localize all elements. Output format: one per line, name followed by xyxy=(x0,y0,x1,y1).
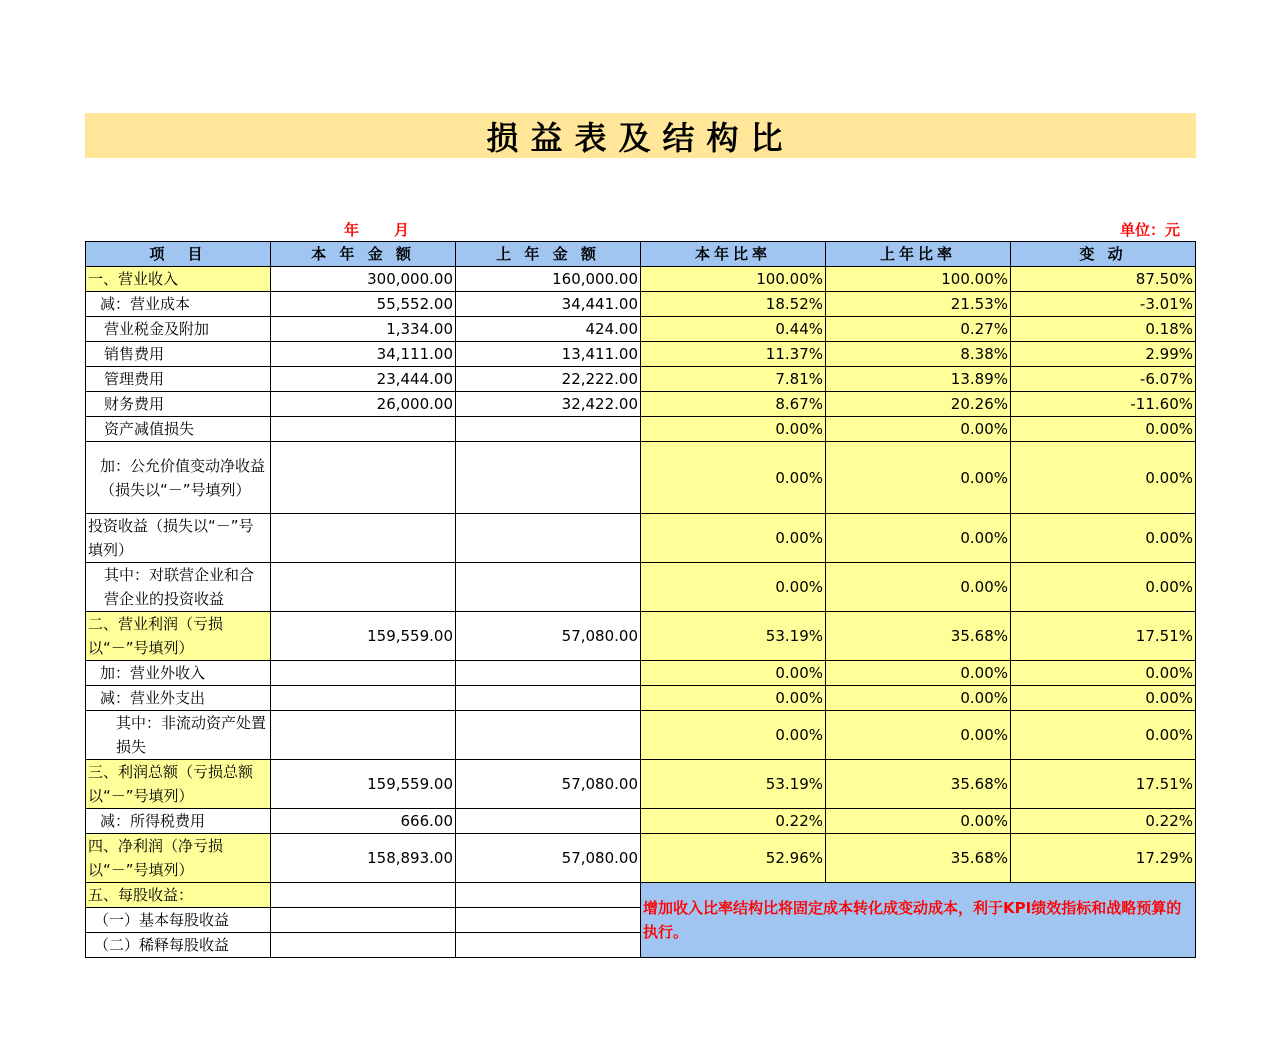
row-label[interactable]: 投资收益（损失以“－”号填列） xyxy=(86,514,271,563)
last-ratio-cell[interactable]: 0.00% xyxy=(826,661,1011,686)
current-ratio-cell[interactable]: 0.00% xyxy=(641,514,826,563)
current-amount-cell[interactable]: 159,559.00 xyxy=(271,760,456,809)
current-amount-cell[interactable]: 300,000.00 xyxy=(271,267,456,292)
current-amount-cell[interactable] xyxy=(271,686,456,711)
last-ratio-cell[interactable]: 0.00% xyxy=(826,563,1011,612)
change-cell[interactable]: 0.00% xyxy=(1011,711,1196,760)
table-row xyxy=(86,417,1196,442)
current-amount-cell[interactable] xyxy=(271,661,456,686)
current-ratio-cell[interactable]: 53.19% xyxy=(641,760,826,809)
table-row xyxy=(86,834,1196,883)
change-cell[interactable]: 0.00% xyxy=(1011,686,1196,711)
eps-diluted-current-cell[interactable] xyxy=(271,933,456,958)
change-cell[interactable]: -6.07% xyxy=(1011,367,1196,392)
table-row xyxy=(86,392,1196,417)
header-last-ratio: 上年比率 xyxy=(826,242,1011,267)
eps-title[interactable]: 五、每股收益： xyxy=(86,883,271,908)
current-amount-cell[interactable] xyxy=(271,514,456,563)
table-row xyxy=(86,563,1196,612)
last-amount-cell[interactable]: 424.00 xyxy=(456,317,641,342)
current-ratio-cell[interactable]: 52.96% xyxy=(641,834,826,883)
change-cell[interactable]: 17.29% xyxy=(1011,834,1196,883)
current-ratio-cell[interactable]: 0.00% xyxy=(641,442,826,514)
table-row xyxy=(86,686,1196,711)
last-ratio-cell[interactable]: 0.00% xyxy=(826,514,1011,563)
last-amount-cell[interactable]: 57,080.00 xyxy=(456,834,641,883)
current-ratio-cell[interactable]: 0.00% xyxy=(641,711,826,760)
period-label: 年 月 xyxy=(344,221,420,239)
current-ratio-cell[interactable]: 0.44% xyxy=(641,317,826,342)
last-amount-cell[interactable]: 57,080.00 xyxy=(456,760,641,809)
current-ratio-cell[interactable]: 11.37% xyxy=(641,342,826,367)
table-row xyxy=(86,514,1196,563)
table-row xyxy=(86,661,1196,686)
last-amount-cell[interactable]: 160,000.00 xyxy=(456,267,641,292)
last-amount-cell[interactable]: 34,441.00 xyxy=(456,292,641,317)
row-label[interactable]: 减：所得税费用 xyxy=(86,809,271,834)
row-label[interactable]: 减：营业外支出 xyxy=(86,686,271,711)
table-row xyxy=(86,267,1196,292)
current-amount-cell[interactable]: 159,559.00 xyxy=(271,612,456,661)
last-amount-cell[interactable] xyxy=(456,514,641,563)
unit-label: 单位：元 xyxy=(1120,221,1181,239)
last-ratio-cell[interactable]: 100.00% xyxy=(826,267,1011,292)
table-row xyxy=(86,809,1196,834)
row-label[interactable]: 二、营业利润（亏损以“－”号填列） xyxy=(86,612,271,661)
note-box: 增加收入比率结构比将固定成本转化成变动成本，利于KPI绩效指标和战略预算的执行。 xyxy=(641,883,1196,958)
current-ratio-cell[interactable]: 53.19% xyxy=(641,612,826,661)
current-ratio-cell[interactable]: 0.00% xyxy=(641,417,826,442)
last-ratio-cell[interactable]: 35.68% xyxy=(826,760,1011,809)
last-ratio-cell[interactable]: 0.00% xyxy=(826,711,1011,760)
row-label[interactable]: 减：营业成本 xyxy=(86,292,271,317)
eps-basic-current-cell[interactable] xyxy=(271,908,456,933)
change-cell[interactable]: -3.01% xyxy=(1011,292,1196,317)
last-amount-cell[interactable] xyxy=(456,442,641,514)
header-last-amount: 上 年 金 额 xyxy=(456,242,641,267)
last-ratio-cell[interactable]: 0.00% xyxy=(826,442,1011,514)
header-change: 变 动 xyxy=(1011,242,1196,267)
last-amount-cell[interactable] xyxy=(456,686,641,711)
change-cell[interactable]: 0.00% xyxy=(1011,563,1196,612)
change-cell[interactable]: 0.00% xyxy=(1011,661,1196,686)
row-label[interactable]: 销售费用 xyxy=(86,342,271,367)
last-amount-cell[interactable]: 13,411.00 xyxy=(456,342,641,367)
last-ratio-cell[interactable]: 35.68% xyxy=(826,834,1011,883)
last-amount-cell[interactable]: 57,080.00 xyxy=(456,612,641,661)
last-ratio-cell[interactable]: 0.27% xyxy=(826,317,1011,342)
current-amount-cell[interactable]: 158,893.00 xyxy=(271,834,456,883)
last-ratio-cell[interactable]: 13.89% xyxy=(826,367,1011,392)
change-cell[interactable]: 0.18% xyxy=(1011,317,1196,342)
eps-diluted-label[interactable]: （二）稀释每股收益 xyxy=(86,933,271,958)
current-amount-cell[interactable] xyxy=(271,711,456,760)
row-label[interactable]: 营业税金及附加 xyxy=(86,317,271,342)
row-label[interactable]: 其中：非流动资产处置损失 xyxy=(86,711,271,760)
current-amount-cell[interactable]: 34,111.00 xyxy=(271,342,456,367)
last-ratio-cell[interactable]: 20.26% xyxy=(826,392,1011,417)
row-label[interactable]: 其中：对联营企业和合营企业的投资收益 xyxy=(86,563,271,612)
change-cell[interactable]: 0.00% xyxy=(1011,442,1196,514)
last-ratio-cell[interactable]: 35.68% xyxy=(826,612,1011,661)
current-ratio-cell[interactable]: 18.52% xyxy=(641,292,826,317)
change-cell[interactable]: 2.99% xyxy=(1011,342,1196,367)
row-label[interactable]: 三、利润总额（亏损总额以“－”号填列） xyxy=(86,760,271,809)
row-label[interactable]: 加：公允价值变动净收益（损失以“－”号填列） xyxy=(86,442,271,514)
change-cell[interactable]: 0.00% xyxy=(1011,417,1196,442)
table-row xyxy=(86,317,1196,342)
table-row xyxy=(86,711,1196,760)
last-amount-cell[interactable] xyxy=(456,809,641,834)
income-statement-table xyxy=(85,241,1196,958)
row-label[interactable]: 管理费用 xyxy=(86,367,271,392)
change-cell[interactable]: -11.60% xyxy=(1011,392,1196,417)
last-ratio-cell[interactable]: 8.38% xyxy=(826,342,1011,367)
header-current-ratio: 本年比率 xyxy=(641,242,826,267)
change-cell[interactable]: 0.00% xyxy=(1011,514,1196,563)
last-ratio-cell[interactable]: 0.00% xyxy=(826,686,1011,711)
table-row xyxy=(86,612,1196,661)
table-row xyxy=(86,442,1196,514)
current-ratio-cell[interactable]: 0.00% xyxy=(641,661,826,686)
current-amount-cell[interactable] xyxy=(271,563,456,612)
current-ratio-cell[interactable]: 8.67% xyxy=(641,392,826,417)
eps-title-row xyxy=(86,883,1196,908)
change-cell[interactable]: 17.51% xyxy=(1011,612,1196,661)
table-row xyxy=(86,292,1196,317)
row-label[interactable]: 加：营业外收入 xyxy=(86,661,271,686)
page-title: 损益表及结构比 xyxy=(85,113,1196,158)
current-amount-cell[interactable] xyxy=(271,442,456,514)
last-amount-cell[interactable]: 32,422.00 xyxy=(456,392,641,417)
current-ratio-cell[interactable]: 7.81% xyxy=(641,367,826,392)
eps-diluted-last-cell[interactable] xyxy=(456,933,641,958)
row-label[interactable]: 四、净利润（净亏损以“－”号填列） xyxy=(86,834,271,883)
last-ratio-cell[interactable]: 0.00% xyxy=(826,809,1011,834)
last-amount-cell[interactable] xyxy=(456,661,641,686)
row-label[interactable]: 一、营业收入 xyxy=(86,267,271,292)
eps-current-cell[interactable] xyxy=(271,883,456,908)
current-amount-cell[interactable]: 23,444.00 xyxy=(271,367,456,392)
current-ratio-cell[interactable]: 100.00% xyxy=(641,267,826,292)
current-amount-cell[interactable] xyxy=(271,417,456,442)
current-amount-cell[interactable]: 26,000.00 xyxy=(271,392,456,417)
header-item: 项 目 xyxy=(86,242,271,267)
header-row xyxy=(86,242,1196,267)
change-cell[interactable]: 0.22% xyxy=(1011,809,1196,834)
current-ratio-cell[interactable]: 0.00% xyxy=(641,563,826,612)
table-row xyxy=(86,367,1196,392)
eps-basic-label[interactable]: （一）基本每股收益 xyxy=(86,908,271,933)
eps-basic-last-cell[interactable] xyxy=(456,908,641,933)
current-ratio-cell[interactable]: 0.00% xyxy=(641,686,826,711)
last-ratio-cell[interactable]: 0.00% xyxy=(826,417,1011,442)
table-row xyxy=(86,760,1196,809)
current-amount-cell[interactable]: 55,552.00 xyxy=(271,292,456,317)
current-amount-cell[interactable]: 1,334.00 xyxy=(271,317,456,342)
change-cell[interactable]: 87.50% xyxy=(1011,267,1196,292)
last-amount-cell[interactable] xyxy=(456,417,641,442)
current-amount-cell[interactable]: 666.00 xyxy=(271,809,456,834)
header-current-amount: 本 年 金 额 xyxy=(271,242,456,267)
last-amount-cell[interactable] xyxy=(456,711,641,760)
row-label[interactable]: 资产减值损失 xyxy=(86,417,271,442)
change-cell[interactable]: 17.51% xyxy=(1011,760,1196,809)
eps-last-cell[interactable] xyxy=(456,883,641,908)
last-ratio-cell[interactable]: 21.53% xyxy=(826,292,1011,317)
last-amount-cell[interactable] xyxy=(456,563,641,612)
last-amount-cell[interactable]: 22,222.00 xyxy=(456,367,641,392)
table-row xyxy=(86,342,1196,367)
row-label[interactable]: 财务费用 xyxy=(86,392,271,417)
current-ratio-cell[interactable]: 0.22% xyxy=(641,809,826,834)
